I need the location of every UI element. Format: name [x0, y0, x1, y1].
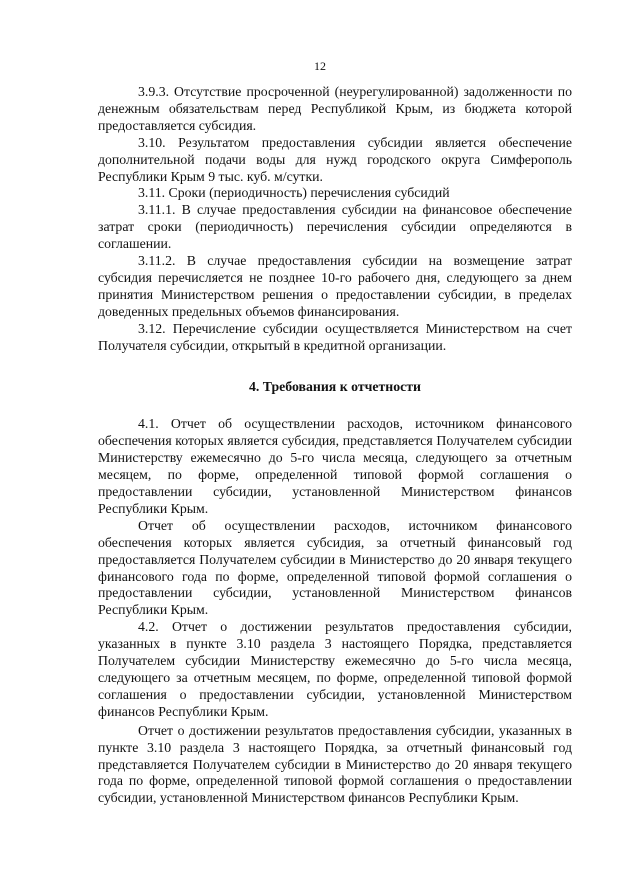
paragraph-3-10: 3.10. Результатом предоставления субсидии является обеспечение дополнительной подачи воды для нужд городского округа Симферополь Республики Крым 9 тыс. куб. м/сутки.: [98, 134, 572, 184]
paragraph-3-11: 3.11. Сроки (периодичность) перечисления субсидий: [138, 185, 450, 201]
section-4-heading: 4. Требования к отчетности: [249, 378, 421, 394]
paragraph-3-12: 3.12. Перечисление субсидии осуществляется Министерством на счет Получателя субсидии, открытый в кредитной организации.: [98, 320, 572, 353]
paragraph-3-11-2: 3.11.2. В случае предоставления субсидии на возмещение затрат субсидия перечисляется не позднее 10-го рабочего дня, следующего за днем принятия Министерством решения о предоставлении субсидии, в пределах доведенных предельных объемов финансирования.: [98, 253, 572, 319]
paragraph-4-2: 4.2. Отчет о достижении результатов предоставления субсидии, указанных в пункте 3.10 раздела 3 настоящего Порядка, представляется Получателем субсидии Министерству ежемесячно до 5-го числа месяца, следующего за отчетным месяцем, по форме, определенной типовой формой соглашения о предоставлении субсидии, установленной Министерством финансов Республики Крым.: [98, 619, 572, 719]
paragraph-4-2-annual: Отчет о достижении результатов предоставления субсидии, указанных в пункте 3.10 раздела 3 настоящего Порядка, за отчетный финансовый год представляется Получателем субсидии в Министерство до 20 января текущего года по форме, определенной типовой формой соглашения о предоставлении субсидии, установленной Министерством финансов Республики Крым.: [98, 722, 572, 806]
paragraph-4-1-annual: Отчет об осуществлении расходов, источником финансового обеспечения которых является субсидия, за отчетный финансовый год предоставляется Получателем субсидии в Министерство до 20 января текущего финансового года по форме, определенной типовой формой соглашения о предоставлении субсидии, установленной Министерством финансов Республики Крым.: [98, 517, 572, 618]
paragraph-4-1: 4.1. Отчет об осуществлении расходов, источником финансового обеспечения которых является субсидия, представляется Получателем субсидии Министерству ежемесячно до 5-го числа месяца, следующего за отчетным месяцем, по форме, определенной типовой формой соглашения о предоставлении субсидии, установленной Министерством финансов Республики Крым.: [98, 416, 572, 516]
document-body: [98, 84, 572, 807]
paragraph-3-11-1: 3.11.1. В случае предоставления субсидии на финансовое обеспечение затрат сроки (периодичность) перечисления субсидии определяются в соглашении.: [98, 202, 572, 252]
paragraph-3-9-3: 3.9.3. Отсутствие просроченной (неурегулированной) задолженности по денежным обязательствам перед Республикой Крым, из бюджета которой предоставляется субсидия.: [98, 84, 572, 133]
page-number: 12: [314, 59, 326, 73]
